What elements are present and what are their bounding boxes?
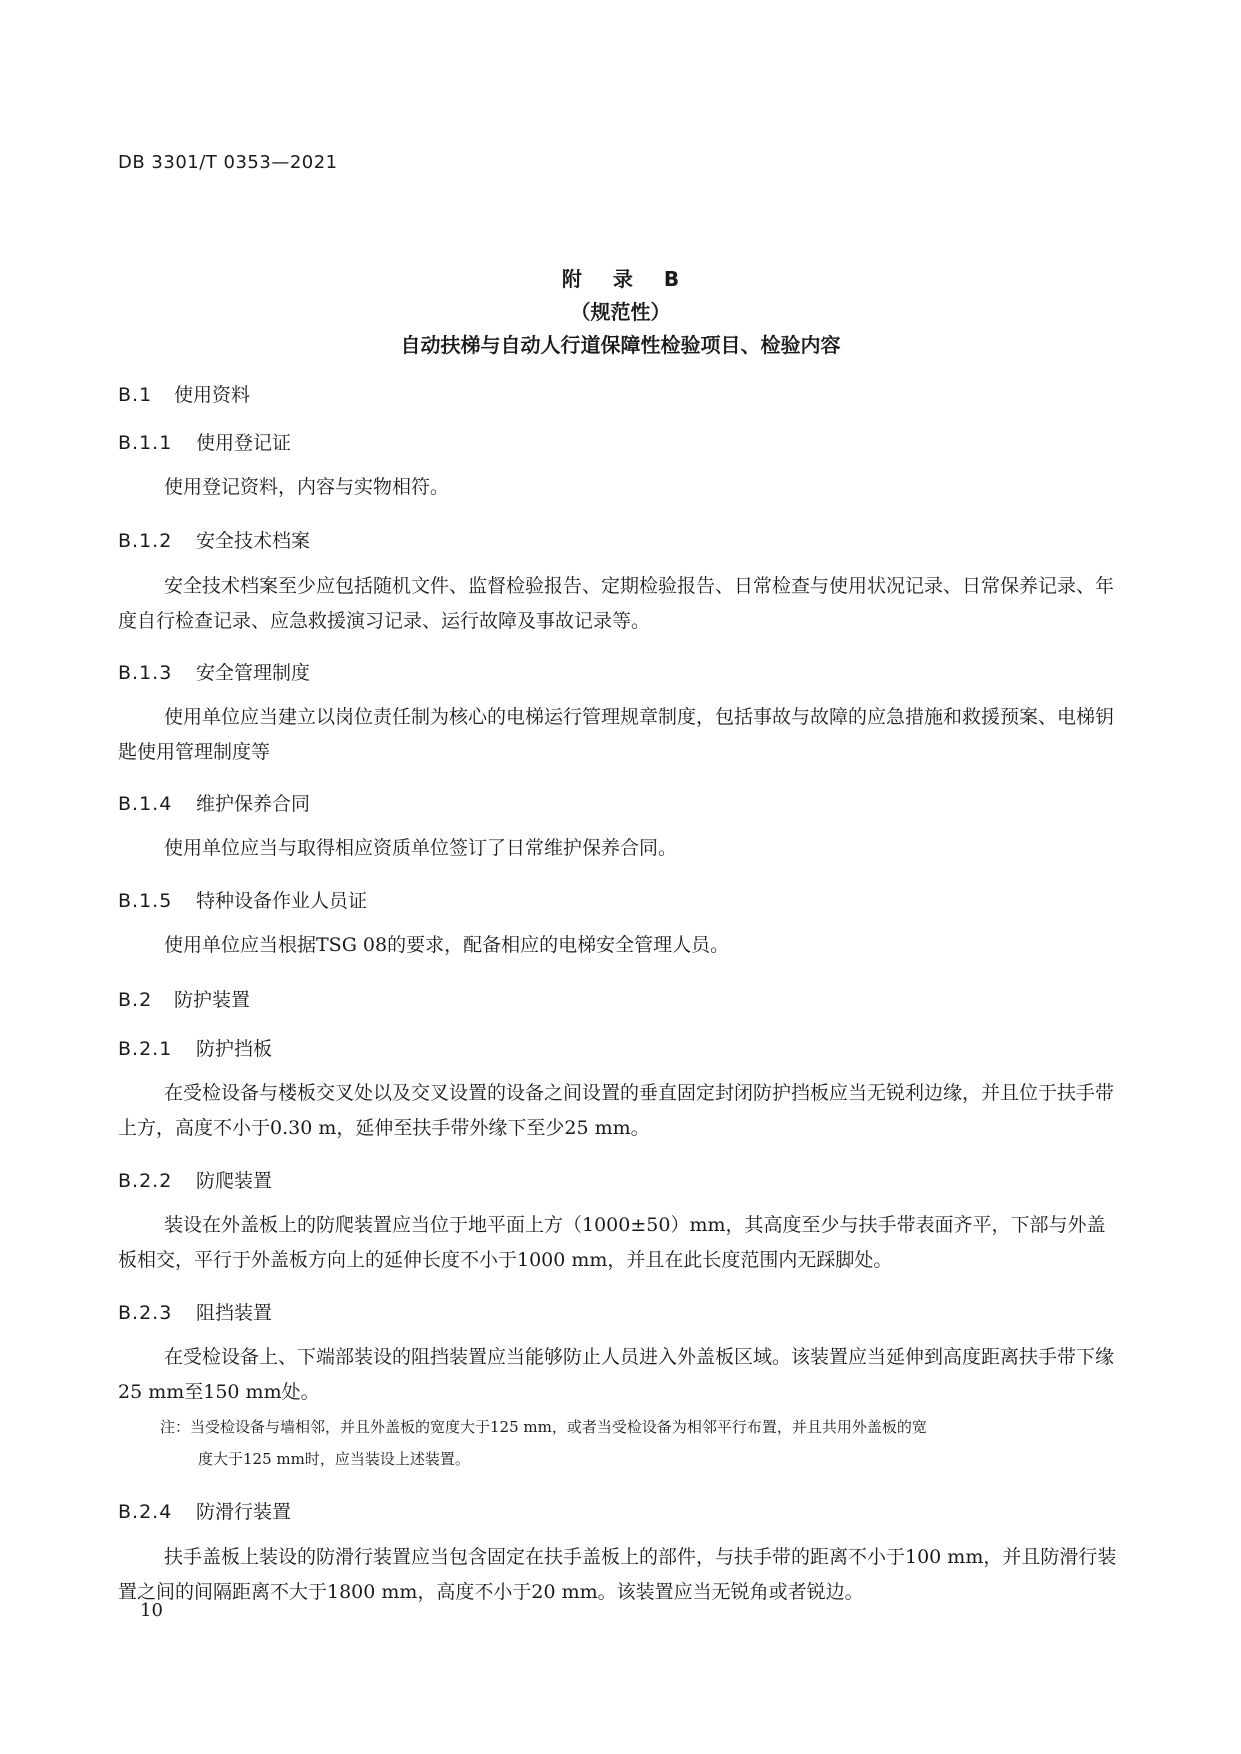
section-b11-text: 使用登记资料，内容与实物相符。: [164, 476, 450, 498]
section-title: 防护挡板: [196, 1038, 273, 1060]
section-title: 维护保养合同: [196, 793, 311, 815]
section-title: 防爬装置: [196, 1170, 273, 1192]
section-number: B.2.2: [118, 1170, 173, 1192]
section-number: B.1.3: [118, 662, 173, 684]
appendix-title: 附 录 B: [561, 267, 692, 291]
section-b12-text: 安全技术档案至少应包括随机文件、监督检验报告、定期检验报告、日常检查与使用状况记录、日常保养记录、年度自行检查记录、应急救援演习记录、运行故障及事故记录等。: [118, 575, 1115, 632]
section-number: B.2: [118, 989, 153, 1011]
section-title: 使用资料: [174, 384, 251, 406]
appendix-heading: [0, 264, 1241, 363]
section-b15-heading: [118, 886, 367, 913]
section-title: 特种设备作业人员证: [196, 890, 368, 912]
section-number: B.1.1: [118, 432, 173, 454]
section-title: 安全管理制度: [196, 662, 311, 684]
section-b23-heading: [118, 1298, 272, 1325]
section-title: 使用登记证: [196, 432, 292, 454]
section-b22-text: 装设在外盖板上的防爬装置应当位于地平面上方（1000±50）mm，其高度至少与扶手带表面齐平，下部与外盖板相交，平行于外盖板方向上的延伸长度不小于1000 mm，并且在此长度范围内无踩脚处。: [118, 1214, 1106, 1271]
section-number: B.2.4: [118, 1501, 173, 1523]
section-b15-text: 使用单位应当根据TSG 08的要求，配备相应的电梯安全管理人员。: [164, 934, 730, 956]
appendix-type: （规范性）: [570, 300, 671, 324]
section-b24-text: 扶手盖板上装设的防滑行装置应当包含固定在扶手盖板上的部件，与扶手带的距离不小于100 mm，并且防滑行装置之间的间隔距离不大于1800 mm，高度不小于20 mm。该装置应当无锐角或者锐边。: [118, 1546, 1117, 1603]
section-title: 安全技术档案: [196, 530, 311, 552]
document-number: DB 3301/T 0353—2021: [118, 152, 338, 173]
section-b14-text: 使用单位应当与取得相应资质单位签订了日常维护保养合同。: [164, 837, 678, 859]
section-b2-heading: [118, 985, 250, 1012]
section-b23-text: 在受检设备上、下端部装设的阻挡装置应当能够防止人员进入外盖板区域。该装置应当延伸到高度距离扶手带下缘25 mm至150 mm处。: [118, 1346, 1115, 1403]
section-b23-note: [160, 1411, 1105, 1475]
section-b12-heading: [118, 526, 310, 553]
section-b1-heading: [118, 380, 250, 407]
appendix-subtitle: 自动扶梯与自动人行道保障性检验项目、检验内容: [400, 333, 841, 357]
section-b21-text: 在受检设备与楼板交叉处以及交叉设置的设备之间设置的垂直固定封闭防护挡板应当无锐利边缘，并且位于扶手带上方，高度不小于0.30 m，延伸至扶手带外缘下至少25 mm。: [118, 1082, 1115, 1139]
section-b13-heading: [118, 658, 310, 685]
section-b11-heading: [118, 428, 291, 455]
section-b13-text: 使用单位应当建立以岗位责任制为核心的电梯运行管理规章制度，包括事故与故障的应急措施和救援预案、电梯钥匙使用管理制度等: [118, 706, 1115, 763]
section-number: B.1.2: [118, 530, 173, 552]
section-b21-heading: [118, 1034, 272, 1061]
section-title: 阻挡装置: [196, 1302, 273, 1324]
page-number: 10: [140, 1600, 163, 1621]
note-line: 度大于125 mm时，应当装设上述装置。: [198, 1450, 470, 1468]
section-title: 防滑行装置: [196, 1501, 292, 1523]
note-label: 注：: [160, 1418, 191, 1436]
section-b22-heading: [118, 1166, 272, 1193]
section-number: B.2.1: [118, 1038, 173, 1060]
section-b14-heading: [118, 789, 310, 816]
section-title: 防护装置: [174, 989, 251, 1011]
section-b24-heading: [118, 1497, 291, 1524]
section-number: B.1.4: [118, 793, 173, 815]
note-line: 当受检设备与墙相邻，并且外盖板的宽度大于125 mm，或者当受检设备为相邻平行布置，并且共用外盖板的宽: [190, 1418, 927, 1436]
section-number: B.1.5: [118, 890, 173, 912]
section-number: B.1: [118, 384, 153, 406]
section-number: B.2.3: [118, 1302, 173, 1324]
